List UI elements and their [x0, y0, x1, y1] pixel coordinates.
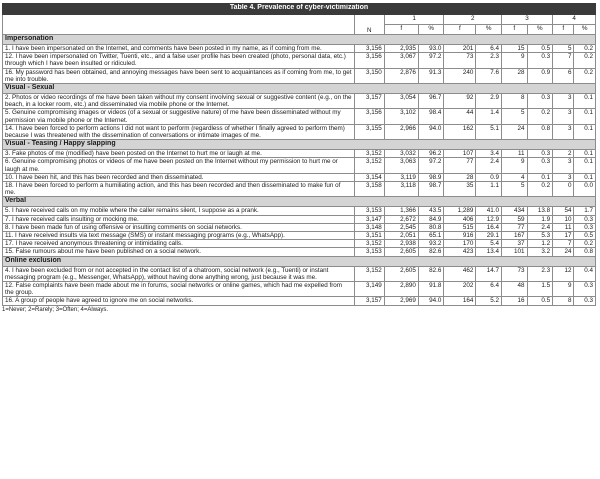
value-cell: 2,672 [384, 215, 418, 223]
section-row [3, 256, 596, 266]
section-row [3, 140, 596, 150]
value-cell: 916 [444, 232, 476, 240]
value-cell: 1.9 [527, 215, 553, 223]
table-row [3, 173, 596, 181]
f-header-1: f [384, 25, 418, 35]
value-cell: 98.9 [418, 173, 444, 181]
value-cell: 167 [501, 232, 527, 240]
value-cell: 201 [444, 45, 476, 53]
table-row [3, 68, 596, 83]
value-cell: 91.8 [418, 282, 444, 297]
value-cell: 3,102 [384, 109, 418, 124]
value-cell: 3 [553, 94, 574, 109]
value-cell: 8 [553, 297, 574, 305]
value-cell: 164 [444, 297, 476, 305]
table-row [3, 215, 596, 223]
value-cell: 3,118 [384, 182, 418, 197]
value-cell: 5.1 [476, 124, 502, 139]
value-cell: 2.4 [476, 158, 502, 173]
value-cell: 59 [501, 215, 527, 223]
value-cell: 11 [501, 150, 527, 158]
value-cell: 2,545 [384, 223, 418, 231]
value-cell: 6.4 [476, 45, 502, 53]
item-text: 5. Genuine compromising images or videos (of a sexual or suggestive nature) of me have been disseminated without my permission via mobile phone or the Internet. [3, 109, 355, 124]
value-cell: 0.8 [527, 124, 553, 139]
table-title: Table 4. Prevalence of cyber-victimization [3, 4, 596, 15]
value-cell: 0.2 [574, 68, 596, 83]
value-cell: 101 [501, 248, 527, 256]
value-cell: 0.5 [527, 297, 553, 305]
value-cell: 170 [444, 240, 476, 248]
value-cell: 73 [501, 266, 527, 281]
value-cell: 3,152 [354, 150, 384, 158]
value-cell: 24 [553, 248, 574, 256]
value-cell: 3,152 [354, 266, 384, 281]
value-cell: 1,289 [444, 207, 476, 215]
value-cell: 3,155 [354, 124, 384, 139]
value-cell: 96.2 [418, 150, 444, 158]
n-label: N [367, 26, 372, 34]
value-cell: 6 [553, 68, 574, 83]
value-cell: 0.3 [527, 158, 553, 173]
value-cell: 434 [501, 207, 527, 215]
value-cell: 3,150 [354, 68, 384, 83]
value-cell: 0.3 [574, 223, 596, 231]
value-cell: 29.1 [476, 232, 502, 240]
group-header-2: 2 [444, 15, 502, 25]
value-cell: 3 [553, 173, 574, 181]
value-cell: 515 [444, 223, 476, 231]
value-cell: 0.3 [527, 150, 553, 158]
value-cell: 3 [553, 109, 574, 124]
value-cell: 3,063 [384, 158, 418, 173]
value-cell: 0.1 [574, 158, 596, 173]
value-cell: 3,054 [384, 94, 418, 109]
value-cell: 3,147 [354, 215, 384, 223]
value-cell: 41.0 [476, 207, 502, 215]
value-cell: 12.9 [476, 215, 502, 223]
item-text: 15. False rumours about me have been published on a social network. [3, 248, 355, 256]
table-row [3, 124, 596, 139]
pct-header-2: % [476, 25, 502, 35]
item-text: 6. Genuine compromising photos or videos of me have been posted on the Internet without my permission to hurt me or laugh at me. [3, 158, 355, 173]
table-row [3, 45, 596, 53]
value-cell: 0 [553, 182, 574, 197]
table-row [3, 158, 596, 173]
value-cell: 2.3 [476, 53, 502, 68]
value-cell: 7.6 [476, 68, 502, 83]
value-cell: 98.4 [418, 109, 444, 124]
value-cell: 2,890 [384, 282, 418, 297]
value-cell: 2 [553, 150, 574, 158]
item-text: 5. I have received calls on my mobile where the caller remains silent, I suppose as a prank. [3, 207, 355, 215]
table-row [3, 232, 596, 240]
value-cell: 3,032 [384, 150, 418, 158]
table-row [3, 240, 596, 248]
value-cell: 97.2 [418, 158, 444, 173]
item-text: 3. Fake photos of me (modified) have been posted on the Internet to hurt me or laugh at me. [3, 150, 355, 158]
value-cell: 2,966 [384, 124, 418, 139]
value-cell: 9 [501, 158, 527, 173]
value-cell: 3,153 [354, 207, 384, 215]
value-cell: 1,366 [384, 207, 418, 215]
value-cell: 2,605 [384, 248, 418, 256]
value-cell: 0.2 [527, 182, 553, 197]
value-cell: 202 [444, 282, 476, 297]
value-cell: 1.2 [527, 240, 553, 248]
item-text: 16. My password has been obtained, and annoying messages have been sent to acquaintances as if coming from me, to get me into trouble. [3, 68, 355, 83]
value-cell: 35 [444, 182, 476, 197]
value-cell: 462 [444, 266, 476, 281]
table-row [3, 109, 596, 124]
value-cell: 5.4 [476, 240, 502, 248]
item-text: 11. I have received insults via text message (SMS) or instant messaging programs (e.g., WhatsApp). [3, 232, 355, 240]
value-cell: 91.3 [418, 68, 444, 83]
value-cell: 0.2 [527, 109, 553, 124]
item-text: 14. I have been forced to perform actions I did not want to perform (regardless of whether I finally agreed to perform them) because I was threatened with the dissemination of conversations or intimate images of me. [3, 124, 355, 139]
value-cell: 0.1 [574, 173, 596, 181]
table-row [3, 207, 596, 215]
value-cell: 94.0 [418, 124, 444, 139]
item-text: 18. I have been forced to perform a humiliating action, and this has been recorded and then disseminated to make fun of me. [3, 182, 355, 197]
value-cell: 3,156 [354, 45, 384, 53]
table-row [3, 282, 596, 297]
value-cell: 2,935 [384, 45, 418, 53]
value-cell: 13.4 [476, 248, 502, 256]
value-cell: 7 [553, 53, 574, 68]
value-cell: 24 [501, 124, 527, 139]
value-cell: 93.2 [418, 240, 444, 248]
table-legend: 1=Never; 2=Rarely; 3=Often; 4=Always. [2, 306, 109, 313]
table-row [3, 266, 596, 281]
table-row [3, 248, 596, 256]
value-cell: 14.7 [476, 266, 502, 281]
section-row [3, 35, 596, 45]
value-cell: 0.2 [574, 240, 596, 248]
section-heading: Online exclusion [3, 256, 596, 266]
value-cell: 16 [501, 297, 527, 305]
value-cell: 423 [444, 248, 476, 256]
value-cell: 0.3 [527, 53, 553, 68]
value-cell: 0.2 [574, 45, 596, 53]
f-header-3: f [501, 25, 527, 35]
value-cell: 3,153 [354, 248, 384, 256]
group-header-1: 1 [384, 15, 444, 25]
value-cell: 2,605 [384, 266, 418, 281]
value-cell: 96.7 [418, 94, 444, 109]
value-cell: 3,067 [384, 53, 418, 68]
table-row [3, 182, 596, 197]
value-cell: 48 [501, 282, 527, 297]
value-cell: 3,157 [354, 297, 384, 305]
f-header-4: f [553, 25, 574, 35]
value-cell: 2.9 [476, 94, 502, 109]
value-cell: 0.3 [527, 94, 553, 109]
n-column-header [354, 15, 384, 35]
value-cell: 65.1 [418, 232, 444, 240]
value-cell: 16.4 [476, 223, 502, 231]
prevalence-table [2, 3, 596, 306]
value-cell: 13.8 [527, 207, 553, 215]
value-cell: 97.2 [418, 53, 444, 68]
value-cell: 2.4 [527, 223, 553, 231]
section-heading: Visual - Teasing / Happy slapping [3, 140, 596, 150]
value-cell: 1.5 [527, 282, 553, 297]
value-cell: 77 [444, 158, 476, 173]
value-cell: 0.1 [574, 109, 596, 124]
value-cell: 1.4 [476, 109, 502, 124]
value-cell: 3,152 [354, 240, 384, 248]
item-text: 8. I have been made fun of using offensive or insulting comments on social networks. [3, 223, 355, 231]
value-cell: 73 [444, 53, 476, 68]
table-row [3, 150, 596, 158]
value-cell: 3,156 [354, 109, 384, 124]
item-text: 12. False complaints have been made about me in forums, social networks or online games, which had me expelled from the group. [3, 282, 355, 297]
value-cell: 3,154 [354, 173, 384, 181]
item-text: 2. Photos or video recordings of me have been taken without my consent involving sexual or suggestive content (e.g., on the beach, in a locker room, etc.) and disseminated via mobile phone or the Internet. [3, 94, 355, 109]
value-cell: 0.1 [574, 150, 596, 158]
value-cell: 93.0 [418, 45, 444, 53]
value-cell: 11 [553, 223, 574, 231]
value-cell: 4 [501, 173, 527, 181]
value-cell: 1.1 [476, 182, 502, 197]
value-cell: 12 [553, 266, 574, 281]
value-cell: 3,149 [354, 282, 384, 297]
value-cell: 2,876 [384, 68, 418, 83]
value-cell: 84.9 [418, 215, 444, 223]
table-container [2, 3, 596, 313]
value-cell: 0.1 [574, 124, 596, 139]
value-cell: 162 [444, 124, 476, 139]
value-cell: 6.4 [476, 282, 502, 297]
section-row [3, 197, 596, 207]
value-cell: 0.3 [574, 215, 596, 223]
value-cell: 107 [444, 150, 476, 158]
value-cell: 43.5 [418, 207, 444, 215]
value-cell: 44 [444, 109, 476, 124]
pct-header-1: % [418, 25, 444, 35]
value-cell: 0.5 [574, 232, 596, 240]
value-cell: 0.1 [574, 94, 596, 109]
value-cell: 3.4 [476, 150, 502, 158]
value-cell: 3,156 [354, 53, 384, 68]
value-cell: 9 [501, 53, 527, 68]
item-text: 7. I have received calls insulting or mocking me. [3, 215, 355, 223]
value-cell: 3,151 [354, 232, 384, 240]
table-body [3, 35, 596, 306]
value-cell: 17 [553, 232, 574, 240]
value-cell: 0.9 [476, 173, 502, 181]
value-cell: 0.9 [527, 68, 553, 83]
value-cell: 0.3 [574, 297, 596, 305]
value-cell: 92 [444, 94, 476, 109]
value-cell: 3,119 [384, 173, 418, 181]
value-cell: 2,051 [384, 232, 418, 240]
value-cell: 0.2 [574, 53, 596, 68]
value-cell: 3,157 [354, 94, 384, 109]
value-cell: 5 [501, 109, 527, 124]
pct-header-4: % [574, 25, 596, 35]
value-cell: 240 [444, 68, 476, 83]
value-cell: 3,148 [354, 223, 384, 231]
item-text: 17. I have received anonymous threatening or intimidating calls. [3, 240, 355, 248]
section-heading: Verbal [3, 197, 596, 207]
value-cell: 3,158 [354, 182, 384, 197]
value-cell: 28 [444, 173, 476, 181]
pct-header-3: % [527, 25, 553, 35]
group-header-4: 4 [553, 15, 596, 25]
value-cell: 5.2 [476, 297, 502, 305]
value-cell: 0.5 [527, 45, 553, 53]
value-cell: 54 [553, 207, 574, 215]
value-cell: 37 [501, 240, 527, 248]
value-cell: 0.3 [574, 282, 596, 297]
item-text: 16. A group of people have agreed to ignore me on social networks. [3, 297, 355, 305]
value-cell: 0.8 [574, 248, 596, 256]
value-cell: 5 [501, 182, 527, 197]
table-row [3, 94, 596, 109]
value-cell: 15 [501, 45, 527, 53]
group-header-3: 3 [501, 15, 552, 25]
value-cell: 2,969 [384, 297, 418, 305]
section-heading: Impersonation [3, 35, 596, 45]
value-cell: 2,938 [384, 240, 418, 248]
value-cell: 10 [553, 215, 574, 223]
section-heading: Visual - Sexual [3, 84, 596, 94]
f-header-2: f [444, 25, 476, 35]
value-cell: 406 [444, 215, 476, 223]
value-cell: 1.7 [574, 207, 596, 215]
value-cell: 77 [501, 223, 527, 231]
value-cell: 80.8 [418, 223, 444, 231]
value-cell: 5 [553, 45, 574, 53]
value-cell: 82.6 [418, 266, 444, 281]
value-cell: 28 [501, 68, 527, 83]
value-cell: 0.0 [574, 182, 596, 197]
value-cell: 98.7 [418, 182, 444, 197]
table-row [3, 53, 596, 68]
item-text: 12. I have been impersonated on Twitter, Tuenti, etc., and a false user profile has been created (photo, personal data, etc.) through which I have been insulted or ridiculed. [3, 53, 355, 68]
value-cell: 0.1 [527, 173, 553, 181]
value-cell: 8 [501, 94, 527, 109]
value-cell: 5.3 [527, 232, 553, 240]
item-text: 10. I have been hit, and this has been recorded and then disseminated. [3, 173, 355, 181]
item-text: 4. I have been excluded from or not accepted in the contact list of a chatroom, social network (e.g., Tuenti) or instant messaging program (e.g., Messenger, WhatsApp), without having done anything wrong, just because it was me. [3, 266, 355, 281]
value-cell: 3 [553, 158, 574, 173]
value-cell: 7 [553, 240, 574, 248]
value-cell: 2.3 [527, 266, 553, 281]
item-column-header [3, 15, 355, 35]
value-cell: 3,152 [354, 158, 384, 173]
value-cell: 94.0 [418, 297, 444, 305]
table-row [3, 223, 596, 231]
value-cell: 82.6 [418, 248, 444, 256]
value-cell: 9 [553, 282, 574, 297]
value-cell: 0.4 [574, 266, 596, 281]
value-cell: 3.2 [527, 248, 553, 256]
table-row [3, 297, 596, 305]
item-text: 1. I have been impersonated on the Internet, and comments have been posted in my name, as if coming from me. [3, 45, 355, 53]
section-row [3, 84, 596, 94]
value-cell: 3 [553, 124, 574, 139]
